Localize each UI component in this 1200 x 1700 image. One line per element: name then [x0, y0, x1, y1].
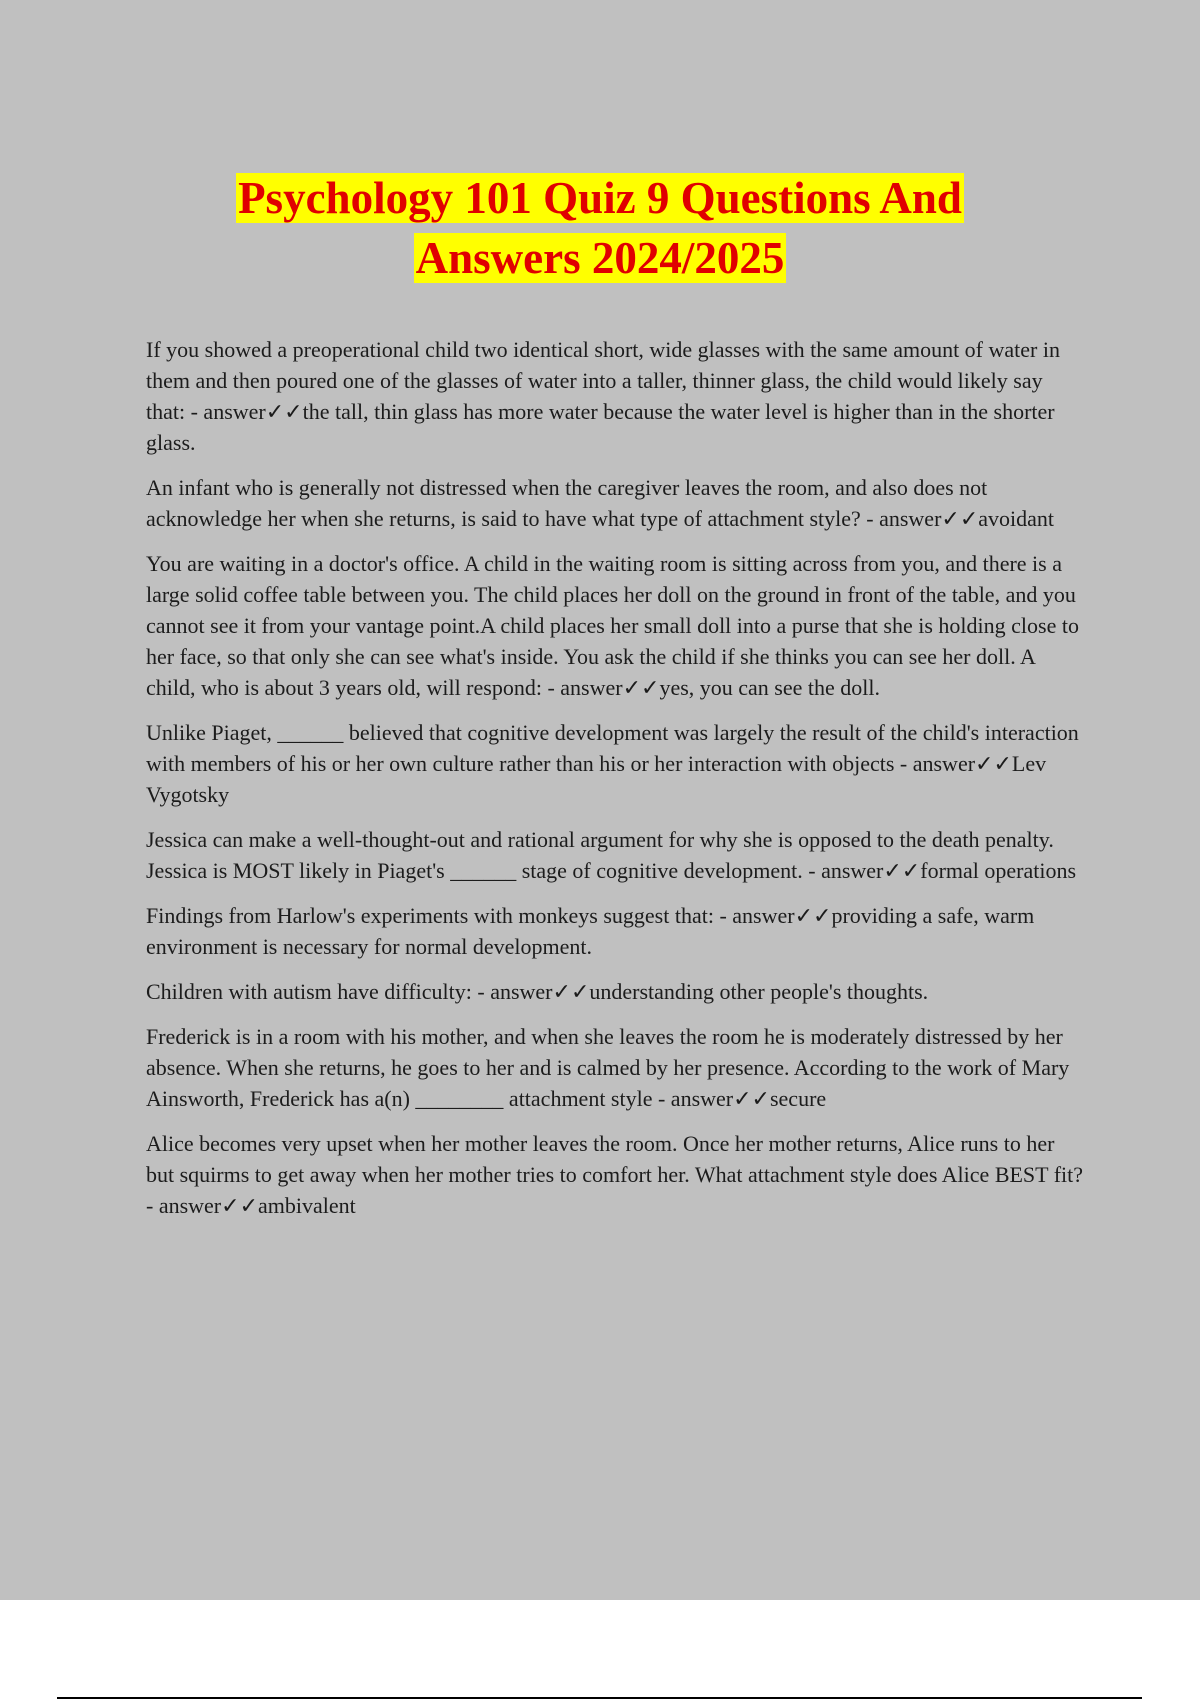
- qa-item: Children with autism have difficulty: - answer✓✓understanding other people's thoughts.: [146, 979, 929, 1004]
- qa-item: Unlike Piaget, ______ believed that cognitive development was largely the result of the child's interaction with members of his or her own culture rather than his or her interaction with objects - answer✓✓Lev Vygotsky: [146, 720, 1079, 807]
- qa-item: An infant who is generally not distressed when the caregiver leaves the room, and also does not acknowledge her when she returns, is said to have what type of attachment style? - answer✓✓avoidant: [146, 475, 1055, 531]
- qa-item: Findings from Harlow's experiments with monkeys suggest that: - answer✓✓providing a safe, warm environment is necessary for normal development.: [146, 903, 1035, 959]
- qa-item: You are waiting in a doctor's office. A child in the waiting room is sitting across from you, and there is a large solid coffee table between you. The child places her doll on the ground in front of the table, and you cannot see it from your vantage point.A child places her small doll into a purse that she is holding close to her face, so that only she can see what's inside. You ask the child if she thinks you can see her doll. A child, who is about 3 years old, will respond: - answer✓✓yes, you can see the doll.: [146, 551, 1079, 700]
- qa-item: Frederick is in a room with his mother, and when she leaves the room he is moderately distressed by her absence. When she returns, he goes to her and is calmed by her presence. According to the work of Mary Ainsworth, Frederick has a(n) ________ attachment style - answer✓✓secure: [146, 1024, 1070, 1111]
- title-line-1: Psychology 101 Quiz 9 Questions And: [238, 173, 962, 223]
- qa-item: If you showed a preoperational child two identical short, wide glasses with the same amount of water in them and then poured one of the glasses of water into a taller, thinner glass, the child would likely say that: - answer✓✓the tall, thin glass has more water because the water level is higher than in the shorter glass.: [146, 337, 1060, 455]
- qa-item: Alice becomes very upset when her mother leaves the room. Once her mother returns, Alice runs to her but squirms to get away when her mother tries to comfort her. What attachment style does Alice BEST fit? - answer✓✓ambivalent: [146, 1131, 1084, 1218]
- footer-divider: [57, 1697, 1142, 1699]
- title-line-2: Answers 2024/2025: [415, 233, 785, 283]
- document-title: [0, 168, 1200, 288]
- qa-list: [146, 334, 1086, 1235]
- qa-item: Jessica can make a well-thought-out and rational argument for why she is opposed to the death penalty. Jessica is MOST likely in Piaget's ______ stage of cognitive development. - answer✓✓formal operations: [146, 827, 1077, 883]
